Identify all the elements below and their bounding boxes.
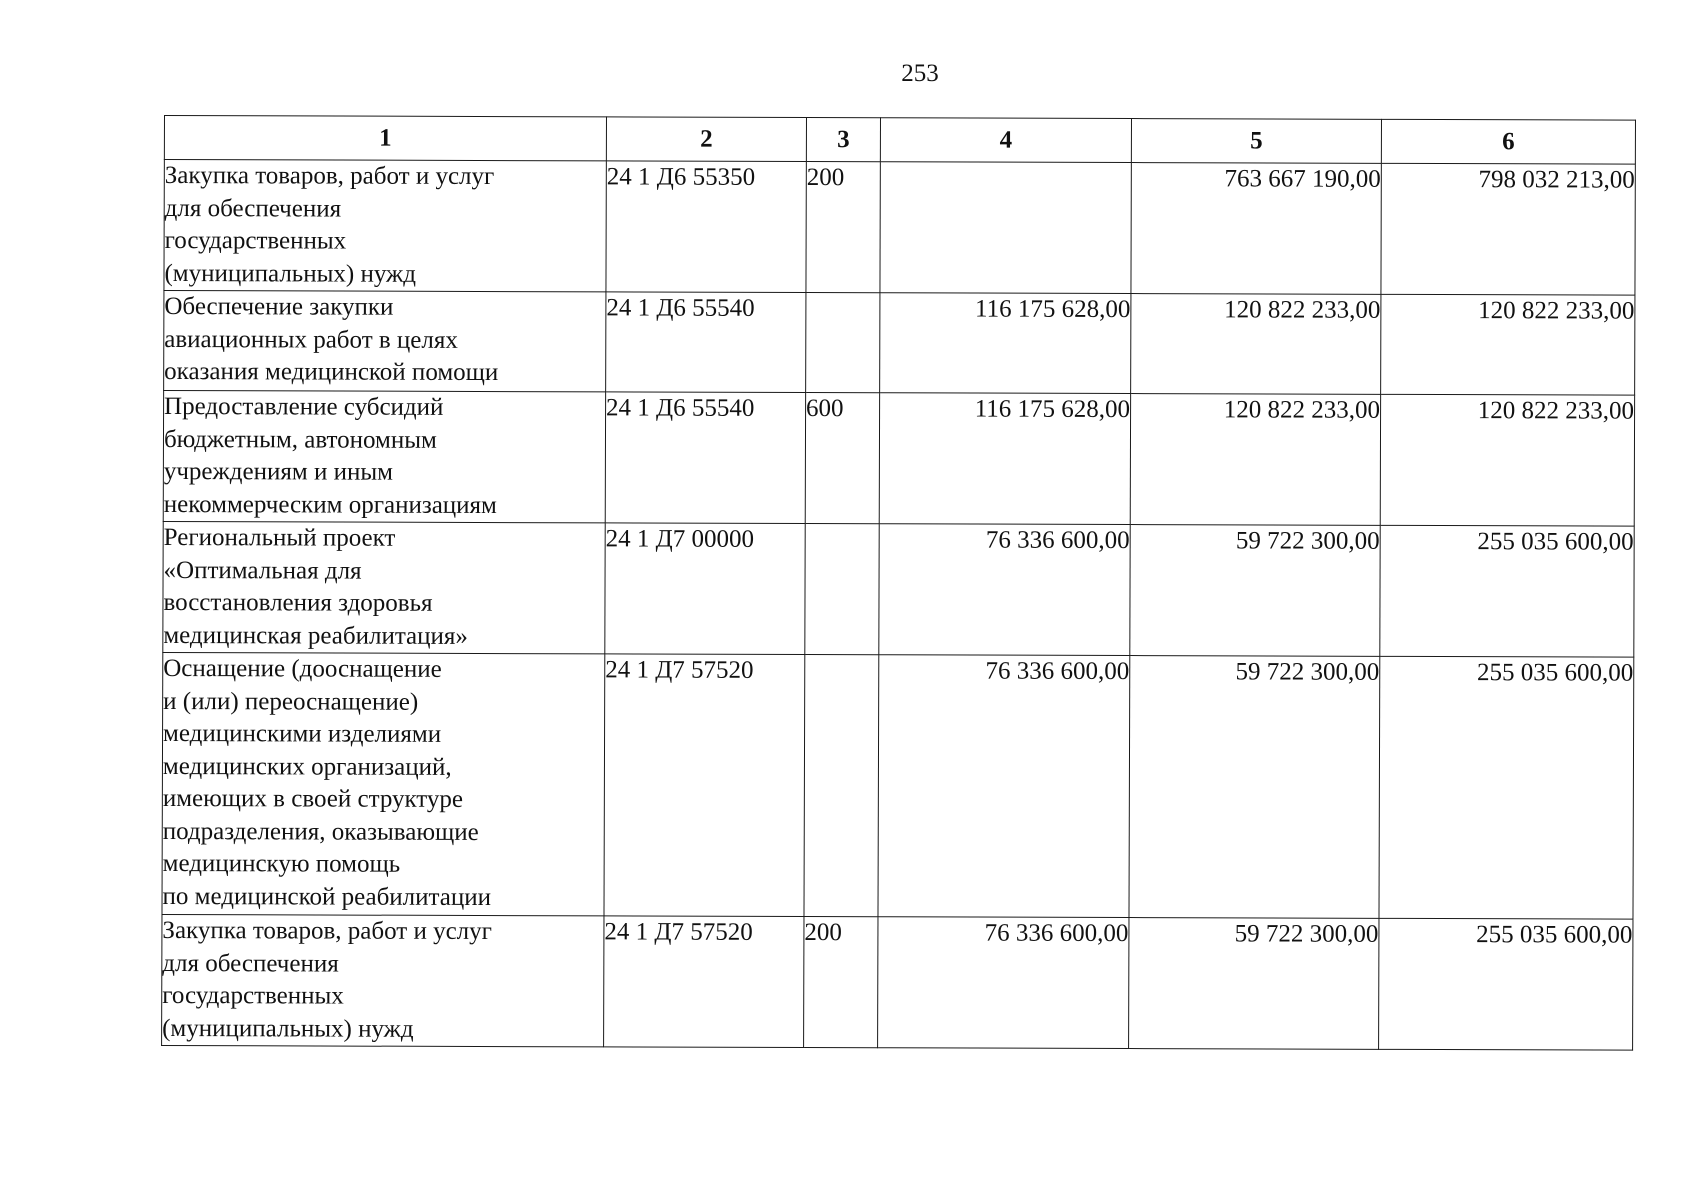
row-expense-type [804,655,879,917]
budget-table-sheet [161,115,1635,1051]
header-col-4: 4 [880,118,1131,163]
row-value-col6: 798 032 213,00 [1381,163,1635,295]
row-code: 24 1 Д6 55350 [606,161,806,293]
table-row [163,391,1634,527]
row-name-cell [162,652,605,915]
table-row [164,291,1635,396]
row-code: 24 1 Д6 55540 [605,392,805,524]
row-name: Закупка товаров, работ и услуг для обеспечения государственных (муниципальных) нужд [164,162,495,288]
table-row [164,160,1635,296]
row-value-col4: 76 336 600,00 [878,655,1130,918]
budget-table [161,115,1636,1051]
row-value-col4: 76 336 600,00 [878,917,1129,1049]
row-value-col5: 763 667 190,00 [1131,163,1381,295]
row-value-col5: 59 722 300,00 [1129,918,1379,1050]
row-name: Закупка товаров, работ и услуг для обеспечения государственных (муниципальных) нужд [162,916,492,1043]
row-name-cell [163,391,605,523]
row-value-col4 [880,162,1131,294]
row-name-cell [164,291,606,392]
row-value-col4: 116 175 628,00 [879,393,1130,525]
row-name: Обеспечение закупки авиационных работ в целях оказания медицинской помощи [164,293,499,387]
header-col-6: 6 [1381,119,1635,164]
row-value-col4: 116 175 628,00 [880,293,1131,394]
row-value-col6: 255 035 600,00 [1379,918,1633,1050]
row-expense-type: 600 [805,393,879,524]
header-col-2: 2 [606,117,806,162]
row-code: 24 1 Д7 57520 [604,916,804,1048]
row-name: Региональный проект «Оптимальная для восстановления здоровья медицинская реабилитация» [163,524,468,650]
row-name-cell [162,914,604,1046]
row-value-col6: 255 035 600,00 [1380,525,1634,657]
row-name: Предоставление субсидий бюджетным, автономным учреждениям и иным некоммерческим организациям [163,393,497,519]
row-expense-type [805,524,879,655]
header-col-5: 5 [1131,119,1381,164]
row-value-col6: 120 822 233,00 [1381,294,1635,395]
header-col-3: 3 [806,118,880,162]
row-value-col5: 59 722 300,00 [1129,656,1380,919]
row-name: Оснащение (дооснащение и (или) переоснащение) медицинскими изделиями медицинских организаций, имеющих в своей структуре подразделения, оказывающие медицинскую помощь по медицинской реабилитации [162,655,492,911]
row-value-col5: 59 722 300,00 [1130,525,1380,657]
row-code: 24 1 Д7 00000 [605,523,805,655]
row-name-cell [163,521,605,653]
row-value-col4: 76 336 600,00 [879,524,1130,656]
table-row [162,652,1634,919]
header-col-1: 1 [164,116,606,161]
table-header-row [164,116,1635,165]
row-value-col6: 255 035 600,00 [1379,656,1634,919]
row-value-col5: 120 822 233,00 [1130,394,1380,526]
table-row [163,521,1634,657]
row-value-col5: 120 822 233,00 [1131,294,1381,395]
row-value-col6: 120 822 233,00 [1380,394,1634,526]
row-expense-type: 200 [806,162,880,293]
row-expense-type: 200 [804,917,878,1048]
page-number: 253 [901,60,939,87]
row-code: 24 1 Д6 55540 [606,292,806,393]
row-code: 24 1 Д7 57520 [604,654,805,917]
row-expense-type [806,293,880,393]
table-row [162,914,1633,1050]
row-name-cell [164,160,606,292]
